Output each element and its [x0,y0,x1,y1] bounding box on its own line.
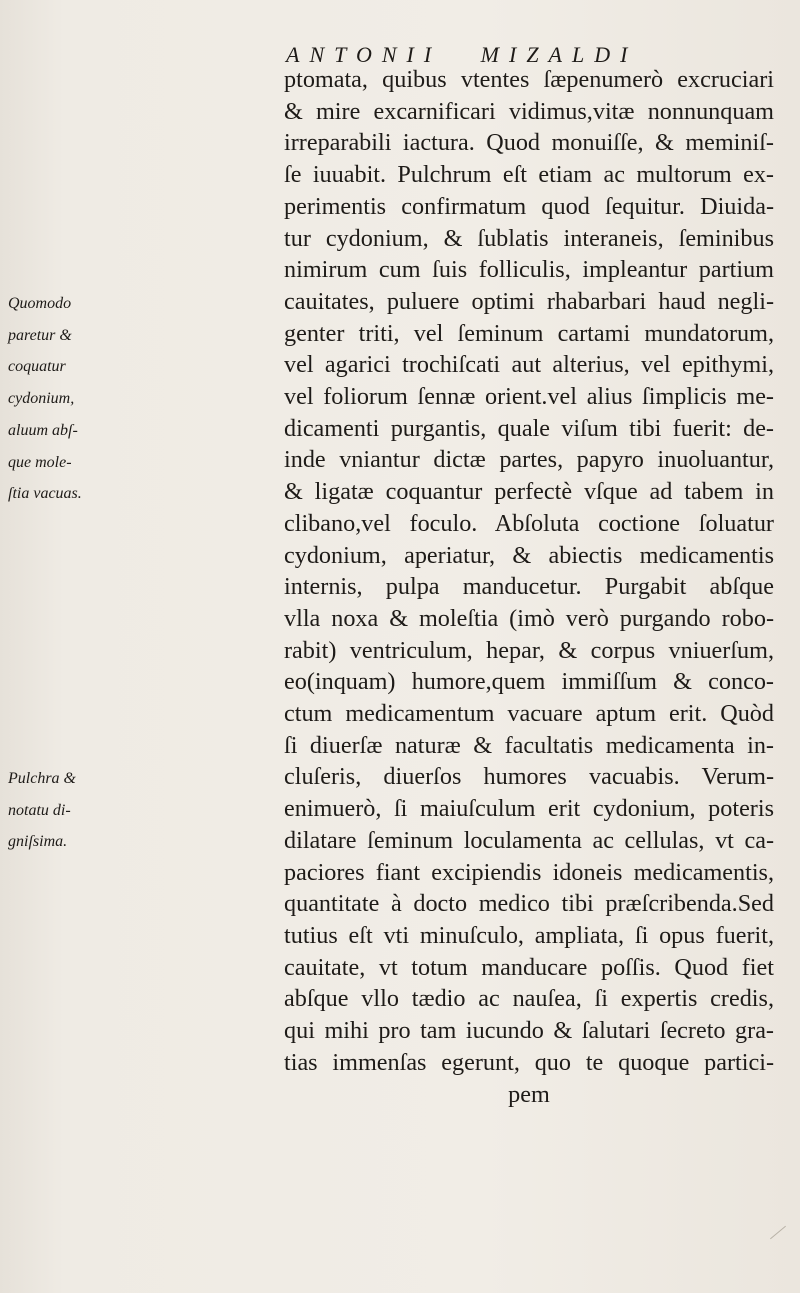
text-line: irreparabili iactura. Quod monuiſſe, & meminiſ- [284,129,774,157]
text-line: clibano,vel foculo. Abſoluta coctione ſoluatur [284,509,774,537]
text-line: pem [508,1080,550,1108]
text-line: paciores fiant excipiendis idoneis medicamentis, [284,858,774,886]
text-line: & ligatæ coquantur perfectè vſque ad tabem in [284,478,774,506]
text-line: cauitates, puluere optimi rhabarbari haud negli- [284,287,774,315]
margin-note-line: cydonium, [8,390,75,408]
running-head-author-first: ANTONII [286,42,442,67]
text-line: quantitate à docto medico tibi præſcribenda.Sed [284,890,774,918]
text-line: ptomata, quibus vtentes ſæpenumerò excruciari [284,66,774,93]
margin-note-line: ſtia vacuas. [8,485,82,503]
margin-note-line: Pulchra & [8,770,76,787]
text-line: internis, pulpa manducetur. Purgabit abſque [284,573,774,601]
text-line: rabit) ventriculum, hepar, & corpus vniuerſum, [284,636,774,664]
margin-note-quomodo [8,288,86,510]
text-line: ctum medicamentum vacuare aptum erit. Quòd [284,700,774,728]
text-line: abſque vllo tædio ac nauſea, ſi expertis credis, [284,985,774,1013]
text-line: tias immenſas egerunt, quo te quoque partici- [284,1048,774,1076]
text-line: inde vniantur dictæ partes, papyro inuoluantur, [284,446,774,474]
text-line: ſe iuuabit. Pulchrum eſt etiam ac multorum ex- [284,161,774,189]
text-line: cluſeris, diuerſos humores vacuabis. Verum- [284,763,774,791]
text-line: nimirum cum ſuis folliculis, impleantur partium [284,256,774,284]
pencil-mark [770,1226,786,1240]
running-head-author-last: MIZALDI [480,42,638,67]
text-line: perimentis confirmatum quod ſequitur. Diuida- [284,192,774,220]
margin-note-line: aluum abſ- [8,421,78,439]
text-line: dilatare ſeminum loculamenta ac cellulas, vt ca- [284,826,774,854]
text-line: tutius eſt vti minuſculo, ampliata, ſi opus fuerit, [284,921,774,949]
margin-note-line: notatu di- [8,801,71,819]
margin-note-pulchra [8,763,86,858]
text-line: dicamenti purgantis, quale viſum tibi fuerit: de- [284,414,774,442]
text-line: eo(inquam) humore,quem immiſſum & conco- [284,668,774,696]
text-line: vel agarici trochiſcati aut alterius, vel epithymi, [284,351,774,379]
margin-note-line: paretur & [8,326,72,344]
text-line: enimuerò, ſi maiuſculum erit cydonium, poteris [284,795,774,823]
text-line: ſi diuerſæ naturæ & facultatis medicamenta in- [284,731,774,759]
margin-note-line: coquatur [8,358,66,376]
text-line: vlla noxa & moleſtia (imò verò purgando robo- [284,604,774,632]
text-line: & mire excarnificari vidimus,vitæ nonnunquam [284,97,774,125]
text-line: cydonium, aperiatur, & abiectis medicamentis [284,541,774,569]
margin-note-line: gniſsima. [8,833,68,851]
body-text [284,64,774,1110]
text-line: vel foliorum ſennæ orient.vel alius ſimplicis me- [284,383,774,411]
margin-note-line: que mole- [8,453,72,471]
text-line: tur cydonium, & ſublatis interaneis, ſeminibus [284,224,774,252]
text-line: genter triti, vel ſeminum cartami mundatorum, [284,319,774,347]
text-line: qui mihi pro tam iucundo & ſalutari ſecreto gra- [284,1017,774,1045]
text-line: cauitate, vt totum manducare poſſis. Quod fiet [284,953,774,981]
margin-note-line: Quomodo [8,295,72,312]
